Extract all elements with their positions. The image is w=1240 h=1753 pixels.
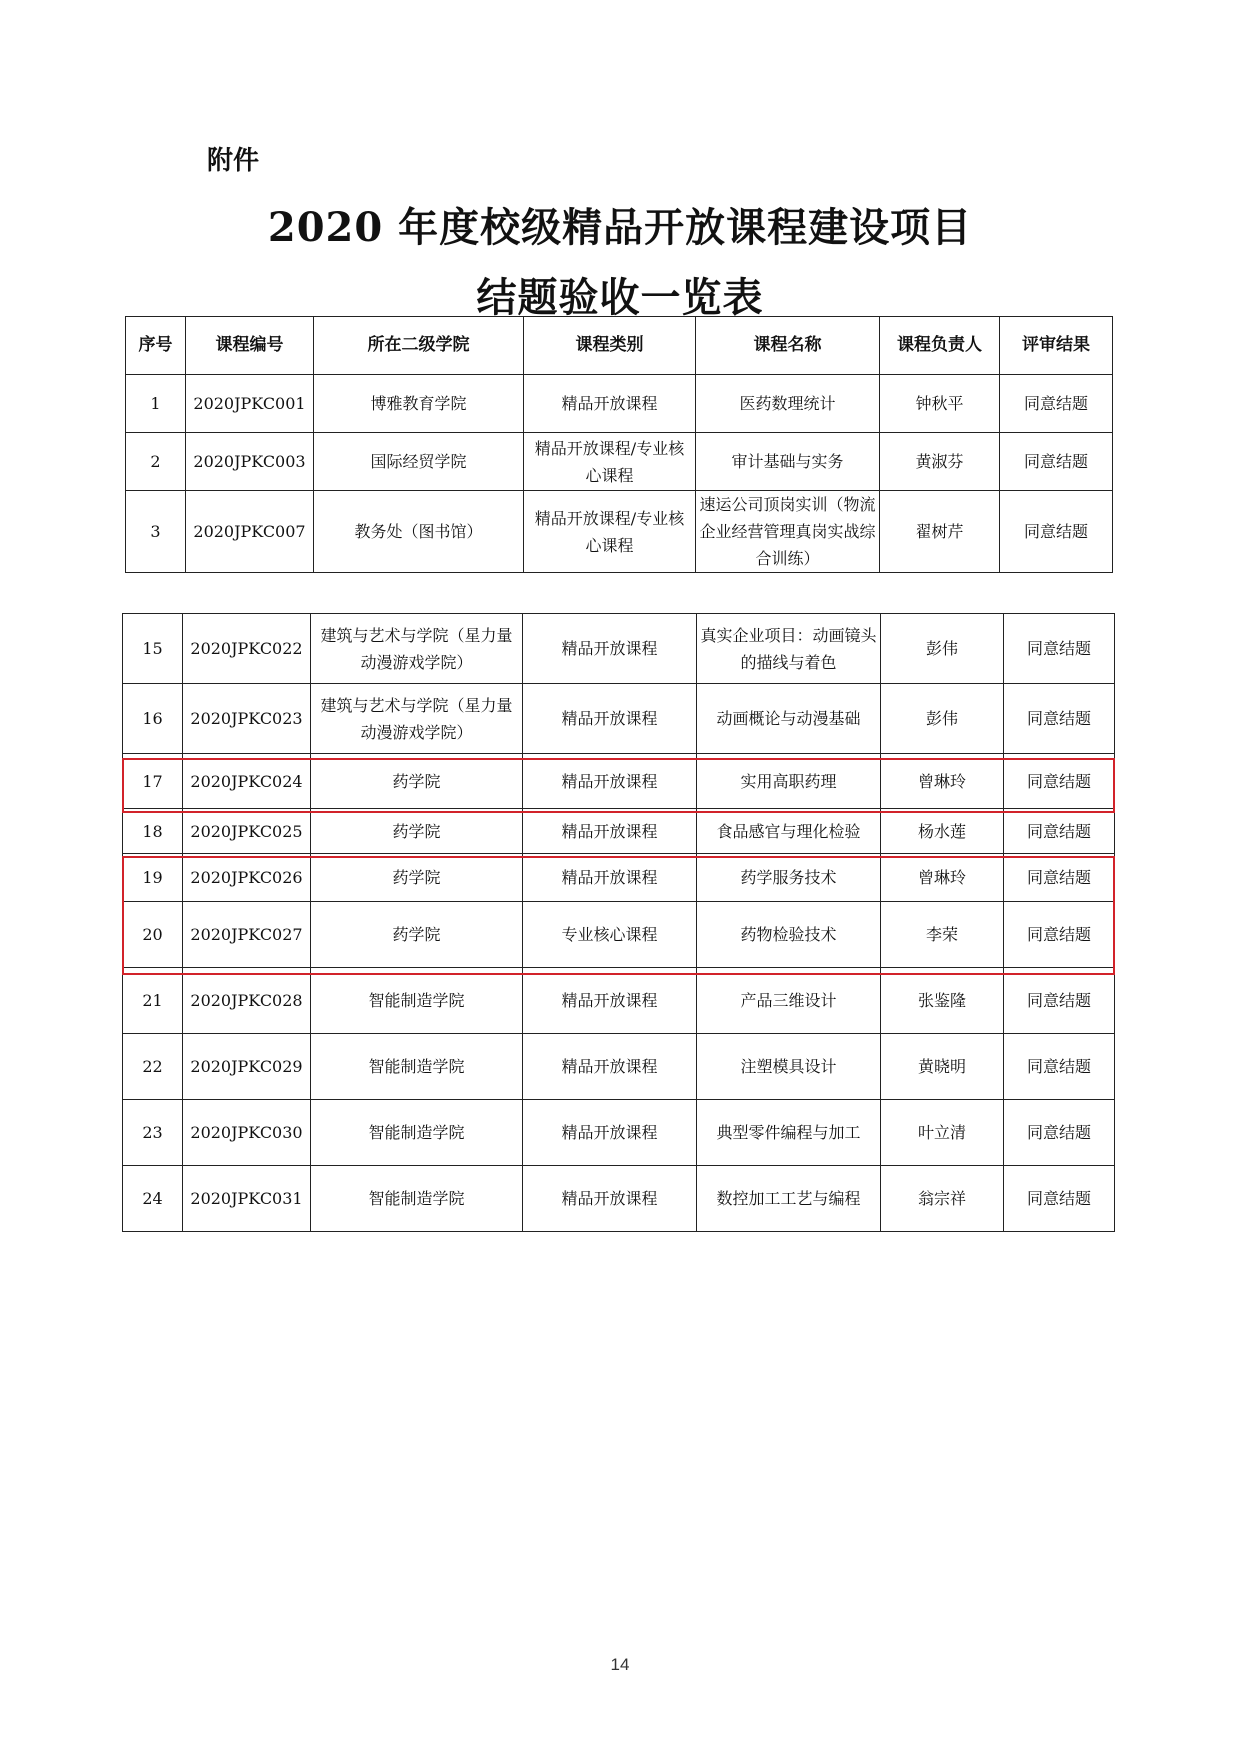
table-row: [126, 433, 1113, 491]
cell-leader: 张鉴隆: [881, 968, 1004, 1034]
table-body-part1: [126, 375, 1113, 573]
cell-leader: 彭伟: [881, 614, 1004, 684]
cell-course-code: 2020JPKC001: [186, 375, 314, 433]
cell-course-code: 2020JPKC030: [183, 1100, 311, 1166]
table-row: [123, 684, 1115, 754]
cell-leader: 黄淑芬: [880, 433, 1000, 491]
cell-leader: 黄晓明: [881, 1034, 1004, 1100]
cell-category: 专业核心课程: [523, 902, 697, 968]
cell-category: 精品开放课程/专业核心课程: [524, 491, 696, 573]
cell-college: 智能制造学院: [311, 1166, 523, 1232]
cell-college: 药学院: [311, 754, 523, 809]
cell-course-name: 产品三维设计: [697, 968, 881, 1034]
page-number: 14: [610, 1655, 630, 1674]
cell-course-name: 医药数理统计: [696, 375, 880, 433]
cell-result: 同意结题: [1000, 433, 1113, 491]
cell-leader: 钟秋平: [880, 375, 1000, 433]
header-college: 所在二级学院: [314, 317, 524, 375]
cell-seq: 16: [123, 684, 183, 754]
cell-leader: 杨水莲: [881, 809, 1004, 854]
cell-course-name: 速运公司顶岗实训（物流企业经营管理真岗实战综合训练）: [696, 491, 880, 573]
table-row: [123, 614, 1115, 684]
table-header-row: [126, 317, 1113, 375]
cell-seq: 15: [123, 614, 183, 684]
cell-leader: 曾琳玲: [881, 854, 1004, 902]
cell-course-name: 实用高职药理: [697, 754, 881, 809]
cell-course-code: 2020JPKC025: [183, 809, 311, 854]
cell-result: 同意结题: [1004, 902, 1115, 968]
cell-seq: 19: [123, 854, 183, 902]
cell-result: 同意结题: [1004, 614, 1115, 684]
cell-course-name: 药学服务技术: [697, 854, 881, 902]
cell-result: 同意结题: [1004, 754, 1115, 809]
cell-seq: 2: [126, 433, 186, 491]
cell-course-code: 2020JPKC027: [183, 902, 311, 968]
cell-college: 智能制造学院: [311, 1034, 523, 1100]
header-result: 评审结果: [1000, 317, 1113, 375]
cell-course-code: 2020JPKC003: [186, 433, 314, 491]
cell-seq: 17: [123, 754, 183, 809]
cell-college: 国际经贸学院: [314, 433, 524, 491]
cell-course-name: 真实企业项目：动画镜头的描线与着色: [697, 614, 881, 684]
document-title: 2020 年度校级精品开放课程建设项目: [267, 204, 973, 251]
cell-college: 智能制造学院: [311, 1100, 523, 1166]
cell-course-code: 2020JPKC007: [186, 491, 314, 573]
header-category: 课程类别: [524, 317, 696, 375]
cell-course-name: 典型零件编程与加工: [697, 1100, 881, 1166]
cell-category: 精品开放课程: [523, 854, 697, 902]
cell-seq: 22: [123, 1034, 183, 1100]
cell-leader: 李荣: [881, 902, 1004, 968]
cell-result: 同意结题: [1004, 1034, 1115, 1100]
cell-result: 同意结题: [1000, 491, 1113, 573]
cell-category: 精品开放课程: [523, 809, 697, 854]
cell-course-name: 食品感官与理化检验: [697, 809, 881, 854]
document-subtitle: 结题验收一览表: [476, 274, 764, 321]
cell-seq: 18: [123, 809, 183, 854]
cell-course-code: 2020JPKC023: [183, 684, 311, 754]
cell-result: 同意结题: [1004, 968, 1115, 1034]
cell-category: 精品开放课程/专业核心课程: [524, 433, 696, 491]
cell-leader: 翁宗祥: [881, 1166, 1004, 1232]
cell-category: 精品开放课程: [523, 968, 697, 1034]
header-course-name: 课程名称: [696, 317, 880, 375]
cell-college: 药学院: [311, 902, 523, 968]
cell-category: 精品开放课程: [523, 754, 697, 809]
table-row: [123, 1100, 1115, 1166]
highlight-box-rows-19-20: [122, 856, 1115, 975]
cell-category: 精品开放课程: [523, 684, 697, 754]
cell-category: 精品开放课程: [523, 614, 697, 684]
cell-course-name: 数控加工工艺与编程: [697, 1166, 881, 1232]
cell-seq: 3: [126, 491, 186, 573]
cell-course-code: 2020JPKC024: [183, 754, 311, 809]
highlight-box-row-17: [122, 758, 1115, 813]
cell-seq: 24: [123, 1166, 183, 1232]
cell-course-code: 2020JPKC022: [183, 614, 311, 684]
cell-course-name: 审计基础与实务: [696, 433, 880, 491]
cell-seq: 20: [123, 902, 183, 968]
cell-college: 建筑与艺术与学院（星力量动漫游戏学院）: [311, 684, 523, 754]
header-seq: 序号: [126, 317, 186, 375]
cell-course-code: 2020JPKC028: [183, 968, 311, 1034]
cell-leader: 曾琳玲: [881, 754, 1004, 809]
cell-result: 同意结题: [1004, 684, 1115, 754]
cell-course-code: 2020JPKC031: [183, 1166, 311, 1232]
cell-college: 博雅教育学院: [314, 375, 524, 433]
attachment-label: 附件: [207, 146, 260, 176]
header-course-code: 课程编号: [186, 317, 314, 375]
cell-college: 建筑与艺术与学院（星力量动漫游戏学院）: [311, 614, 523, 684]
cell-course-name: 动画概论与动漫基础: [697, 684, 881, 754]
cell-result: 同意结题: [1004, 854, 1115, 902]
table-row: [123, 968, 1115, 1034]
cell-seq: 23: [123, 1100, 183, 1166]
cell-seq: 1: [126, 375, 186, 433]
table-row: [123, 1034, 1115, 1100]
cell-result: 同意结题: [1000, 375, 1113, 433]
cell-leader: 叶立清: [881, 1100, 1004, 1166]
cell-college: 药学院: [311, 854, 523, 902]
cell-leader: 彭伟: [881, 684, 1004, 754]
cell-course-code: 2020JPKC026: [183, 854, 311, 902]
cell-seq: 21: [123, 968, 183, 1034]
cell-category: 精品开放课程: [523, 1100, 697, 1166]
cell-course-name: 注塑模具设计: [697, 1034, 881, 1100]
cell-college: 药学院: [311, 809, 523, 854]
cell-college: 智能制造学院: [311, 968, 523, 1034]
cell-leader: 翟树芹: [880, 491, 1000, 573]
cell-result: 同意结题: [1004, 809, 1115, 854]
cell-category: 精品开放课程: [523, 1166, 697, 1232]
acceptance-table-part1: [125, 316, 1113, 573]
cell-course-code: 2020JPKC029: [183, 1034, 311, 1100]
cell-category: 精品开放课程: [523, 1034, 697, 1100]
table-row: [126, 375, 1113, 433]
table-row: [126, 491, 1113, 573]
cell-result: 同意结题: [1004, 1100, 1115, 1166]
cell-college: 教务处（图书馆）: [314, 491, 524, 573]
cell-course-name: 药物检验技术: [697, 902, 881, 968]
cell-category: 精品开放课程: [524, 375, 696, 433]
table-row: [123, 809, 1115, 854]
cell-result: 同意结题: [1004, 1166, 1115, 1232]
table-row: [123, 1166, 1115, 1232]
header-leader: 课程负责人: [880, 317, 1000, 375]
